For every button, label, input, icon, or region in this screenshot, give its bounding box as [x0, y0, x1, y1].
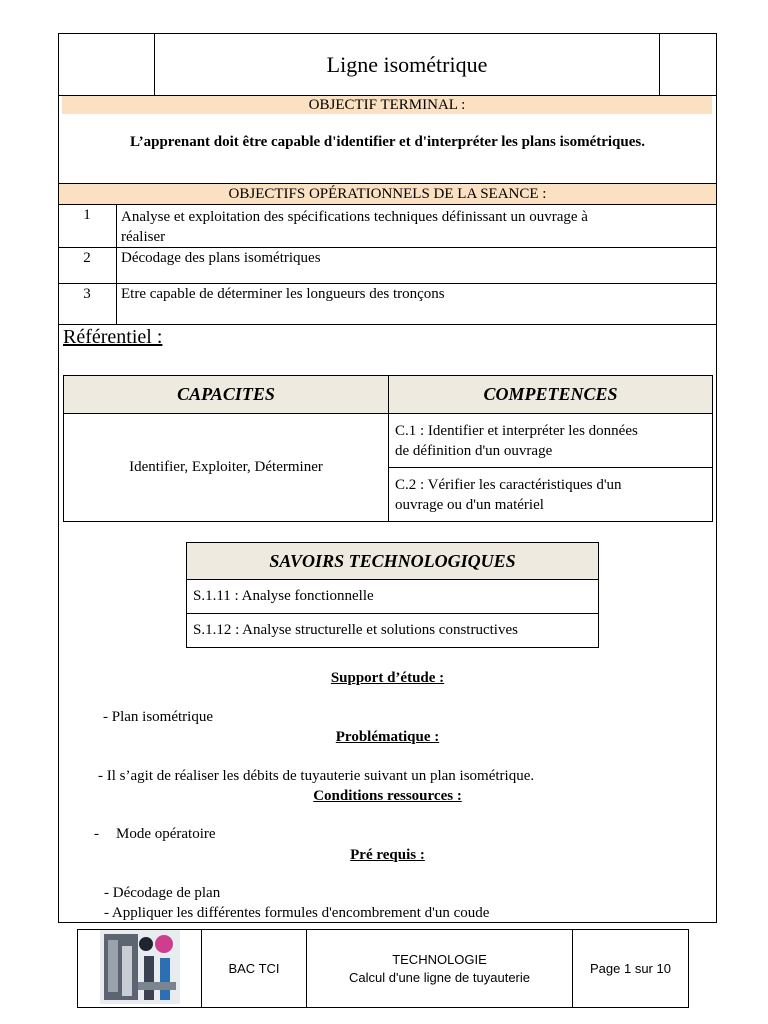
footer-page-number: Page 1 sur 10	[573, 930, 689, 1008]
competences-header: COMPETENCES	[389, 376, 713, 414]
conditions-dash: -	[94, 826, 99, 842]
page-title: Ligne isométrique	[326, 52, 488, 77]
objective-text: Analyse et exploitation des spécifications techniques définissant un ouvrage à réaliser	[121, 209, 588, 245]
objectifs-operationnels-label: OBJECTIFS OPÉRATIONNELS DE LA SEANCE :	[59, 184, 716, 204]
oo-row3-line	[58, 324, 717, 325]
footer-subject: TECHNOLOGIE Calcul d'une ligne de tuyauterie	[307, 930, 573, 1008]
savoir-item: S.1.12 : Analyse structurelle et solutions constructives	[187, 614, 599, 648]
referentiel-heading: Référentiel :	[63, 326, 163, 348]
objective-number: 1	[83, 207, 91, 223]
footer-class: BAC TCI	[202, 930, 307, 1008]
conditions-heading: Conditions ressources :	[313, 788, 462, 804]
support-heading: Support d’étude :	[330, 670, 445, 686]
savoir-item: S.1.11 : Analyse fonctionnelle	[187, 580, 599, 614]
prerequis-heading: Pré requis :	[350, 847, 425, 863]
savoirs-table	[186, 542, 599, 648]
objective-number: 3	[83, 286, 91, 302]
objective-text: Etre capable de déterminer les longueurs des tronçons	[121, 286, 445, 302]
capacites-header: CAPACITES	[64, 376, 389, 414]
referentiel-table	[63, 375, 713, 522]
prerequis-item: - Décodage de plan	[104, 885, 221, 901]
competence-c2: C.2 : Vérifier les caractéristiques d'un ouvrage ou d'un matériel	[389, 468, 713, 522]
problematique-item: - Il s’agit de réaliser les débits de tuyauterie suivant un plan isométrique.	[98, 768, 535, 784]
savoirs-header: SAVOIRS TECHNOLOGIQUES	[187, 543, 599, 580]
objectif-terminal-text: L’apprenant doit être capable d'identifier et d'interpréter les plans isométriques.	[130, 134, 645, 150]
objective-text: Décodage des plans isométriques	[121, 250, 321, 266]
problematique-heading: Problématique :	[335, 729, 440, 745]
footer	[77, 929, 689, 1006]
oo-band-bottom-line	[58, 204, 717, 205]
oo-num-divider	[116, 204, 117, 324]
conditions-item: Mode opératoire	[116, 826, 216, 842]
competence-c1: C.1 : Identifier et interpréter les données de définition d'un ouvrage	[389, 414, 713, 468]
support-item: - Plan isométrique	[103, 709, 213, 725]
objectif-terminal-label: OBJECTIF TERMINAL :	[62, 96, 712, 114]
capacites-cell: Identifier, Exploiter, Déterminer	[64, 414, 389, 522]
oo-row1-line	[58, 247, 717, 248]
prerequis-item: - Appliquer les différentes formules d'encombrement d'un coude	[104, 905, 490, 921]
oo-row2-line	[58, 283, 717, 284]
school-logo-icon	[100, 930, 180, 1004]
objective-number: 2	[83, 250, 91, 266]
school-logo	[78, 930, 202, 1008]
